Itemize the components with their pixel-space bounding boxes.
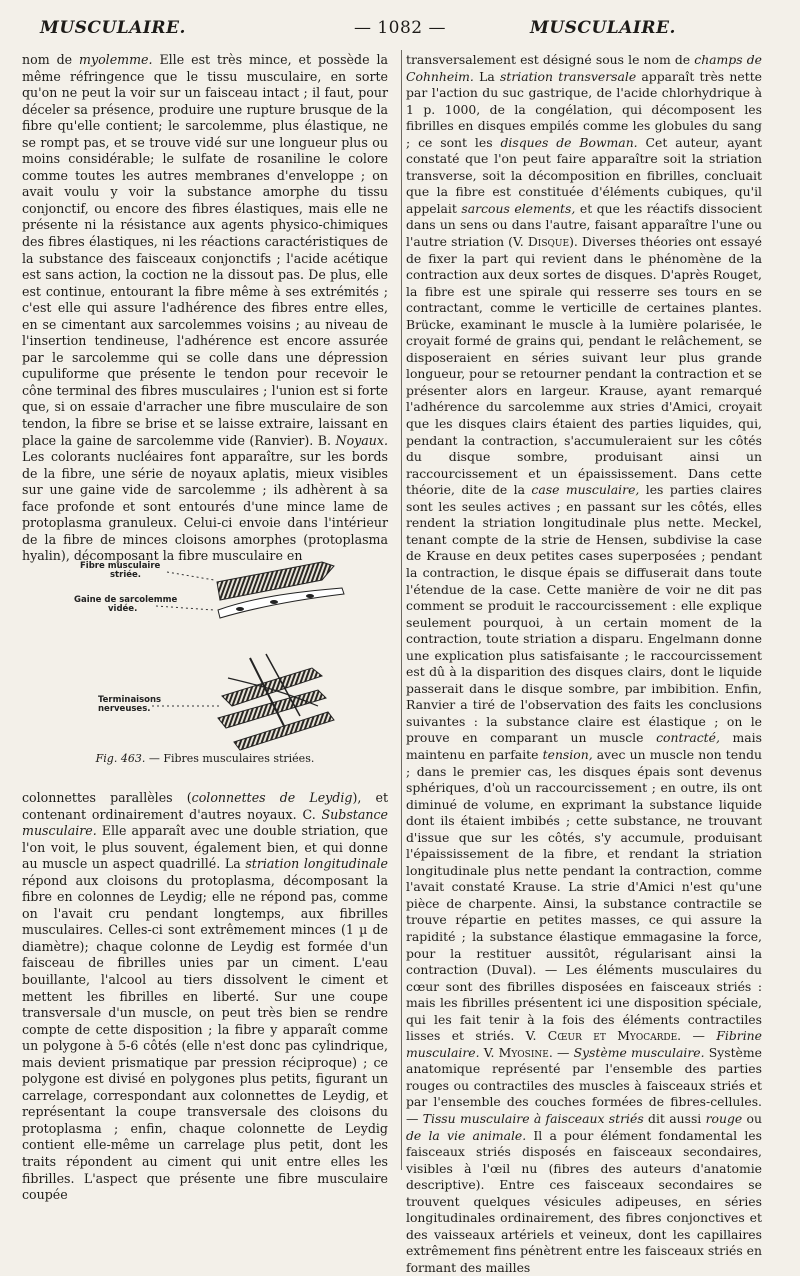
subentry-title: Fibrine musculaire. xyxy=(406,1028,762,1060)
running-head-right: MUSCULAIRE. xyxy=(530,18,676,38)
text-run: répond aux cloisons du protoplasma, décomposant la fibre en colonnes de Leydig; elle ne répond pas, comme on l'avait cru pendant longtemps, aux fibrilles musculaires. Celles-ci sont extrêmement minces (1 µ de diamètre); chaque colonne de Leydig est formée d'un faisceau de fibrilles unies par un ciment. L'eau bouillante, l'alcool au tiers dissolvent le ciment et mettent les fibrilles en liberté. Sur une coupe transversale d'un muscle, on peut très bien se rendre compte de cette disposition ; la fibre y apparaît comme un polygone à 5-6 côtés (elle n'est donc pas cylindrique, mais devient prismatique par pression réciproque) ; ce polygone est divisé en polygones plus petits, figurant un carrelage, correspondant aux colonnettes de Leydig, et représentant la coupe transversale des cloisons du protoplasma ; enfin, chaque colonnette de Leydig contient elle-même un carrelage plus petit, dont les traits répondent au ciment qui unit entre elles les fibrilles. L'aspect que présente une fibre musculaire coupée xyxy=(22,872,388,1203)
term-striation: striation longitudinale xyxy=(245,856,388,872)
paragraph xyxy=(22,790,388,1204)
page-number: — 1082 — xyxy=(353,18,447,38)
left-column-top xyxy=(22,52,388,565)
cross-reference: Cœur et Myocarde. xyxy=(547,1028,682,1044)
muscle-fiber-illustration xyxy=(22,556,388,752)
figure-463 xyxy=(22,556,388,778)
right-column xyxy=(406,52,762,1276)
column-divider xyxy=(401,50,402,1170)
cross-reference: Myosine. xyxy=(498,1044,553,1060)
paragraph xyxy=(22,52,388,565)
left-column-bottom xyxy=(22,790,388,1204)
text-run: Elle apparaît avec une double striation, que l'on voit, le plus souvent, également bien, et qui donne au muscle un aspect quadrillé. La xyxy=(22,823,388,872)
subentry-title: Tissu musculaire à faisceaux striés xyxy=(422,1111,644,1126)
text-run: Elle est très mince, et possède la même réfringence que le tissu musculaire, en sorte qu'on ne peut la voir sur un faisceau intact ; il faut, pour déceler sa présence, produire une rupture brusque de la fibre qu'elle contient; le sarcolemme, plus élastique, ne se rompt pas, et se trouve vidé sur une longueur plus ou moins considérable; le sulfate de rosaniline le colore comme toutes les autres membranes d'enveloppe ; on avait voulu y voir la substance amorphe du tissu conjonctif, ou encore des fibres élastiques, mais elle ne présente ni la résistance aux agents physico-chimiques des fibres élastiques, ni les réactions caractéristiques de la substance des faisceaux conjonctifs ; l'acide acétique est sans action, la coction ne la dissout pas. De plus, elle est continue, entourant la fibre même à ses extrémités ; c'est elle qui assure l'adhérence des fibres entre elles, en se cimentant aux sarcolemmes voisins ; au niveau de l'insertion tendineuse, l'adhérence est encore assurée par le sarcolemme qui se colle dans une dépression cupuliforme que présente le tendon pour recevoir le cône terminal des fibres musculaires ; l'union est si forte que, si on essaie d'arracher une fibre musculaire de son tendon, la fibre se brise et se laisse extraire, laissant en place la gaine de sarcolemme vide (Ranvier). B. xyxy=(22,52,389,448)
text-run: nom de xyxy=(22,52,80,67)
term-myolemme: myolemme. xyxy=(79,52,153,67)
figure-label-sheath: Gaine de sarcolemme vidée. xyxy=(74,595,178,614)
figure-caption: Fig. 463. — Fibres musculaires striées. xyxy=(95,752,315,765)
text-run: ), et contenant ordinairement d'autres noyaux. C. xyxy=(22,790,388,822)
figure-label-nerve: Terminaisons nerveuses. xyxy=(98,695,162,714)
figure-label-fiber: Fibre musculaire striée. xyxy=(80,561,161,580)
paragraph: transversalement est désigné sous le nom de champs de Cohnheim. La striation transversale apparaît très nette par l'action du suc gastrique, de l'acide chlorhydrique à 1 p. 1000, de la congélation, qui décomposent les fibrilles en disques empilés comme les globules du sang ; ce sont les disques de Bowman. Cet auteur, ayant constaté que l'on peut faire apparaître soit la striation transverse, soit la décomposition en fibrilles, concluait que la fibre est constituée d'éléments cubiques, qu'il appelait sarcous elements, et que les réactifs dissocient dans un sens ou dans l'autre, faisant apparaître l'une ou l'autre striation (V. Disque). Diverses théories ont essayé de fixer la part qui revient dans le phénomène de la contraction aux deux sortes de disques. D'après Rouget, la fibre est une spirale qui resserre ses tours en se contractant, comme le verticille de certaines plantes. Brücke, examinant le muscle à la lumière polarisée, le croyait formé de grains qui, pendant le relâchement, se disposeraient en séries suivant leur plus grande longueur, pour se retourner pendant la contraction et se présenter alors en largeur. Krause, ayant remarqué l'adhérence du sarcolemme aux stries d'Amici, croyait que les disques clairs étaient des parties liquides, qui, pendant la contraction, s'accumuleraient sur les côtés du disque sombre, produisant ainsi un raccourcissement et un épaississement. Dans cette théorie, dite de la case musculaire, les parties claires sont les seules actives ; en passant sur les côtés, elles rendent la striation longitudinale plus nette. Meckel, tenant compte de la strie de Hensen, subdivise la case de Krause en deux petites cases superposées ; pendant la contraction, le disque épais se diffuserait dans toute l'étendue de la case. Cette manière de voir ne dit pas comment se produit le raccourcissement : elle explique seulement pourquoi, à un certain moment de la contraction, toute striation a disparu. Engelmann donne une explication plus satisfaisante ; le raccourcissement est dû à la disparition des disques clairs, dont le liquide passerait dans le disque sombre, par imbibition. Enfin, Ranvier a tiré de l'observation des faits les conclusions suivantes : la substance claire est élastique ; on le prouve en comparant un muscle contracté, mais maintenu en parfaite tension, avec un muscle non tendu ; dans le premier cas, les disques épais sont devenus sphériques, d'où un raccourcissement ; en outre, ils ont diminué de volume, en exprimant la substance liquide dont ils étaient imbibés ; cette substance, ne trouvant d'issue que sur les côtés, s'y accumule, produisant l'épaississement de la fibre, et rendant la striation longitudinale plus nette pendant la contraction, comme l'avait constaté Krause. La strie d'Amici n'est qu'une pièce de charpente. Ainsi, la substance contractile se trouve répartie en petites masses, ce qui assure la rapidité ; la substance élastique emmagasine la force, pour la restituer aussitôt, régularisant ainsi la contraction (Duval). — Les éléments musculaires du cœur sont des fibrilles disposées en faisceaux striés : mais les fibrilles présentent ici une disposition spéciale, qui les fait tenir à la fois des éléments contractiles lisses et striés. V. Cœur et Myocarde. — Fibrine musculaire. V. Myosine. — Système musculaire. Système anatomique représenté par l'ensemble des parties rouges ou contractiles des muscles à faisceaux striés et par l'ensemble des couches formées de fibres-cellules. — Tissu musculaire à faisceaux striés dit aussi rouge ou de la vie animale. Il a pour élément fondamental les faisceaux striés disposés en faisceaux secondaires, visibles à l'œil nu (fibres des auteurs d'anatomie descriptive). Entre ces faisceaux secondaires se trouvent quelques vésicules adipeuses, en séries longitudinales ordinairement, des fibres conjonctives et des vaisseaux artériels et veineux, dont les capillaires extrêmement fins pénètrent entre les faisceaux striés en formant des mailles xyxy=(406,52,763,1275)
running-head-left: MUSCULAIRE. xyxy=(40,18,186,38)
cross-reference: Disque xyxy=(527,234,570,250)
text-run: Les colorants nucléaires font apparaître, sur les bords de la fibre, une série de noyaux aplatis, mieux visibles sur une gaine vide de sarcolemme ; ils adhèrent à sa face profonde et sont entourés d'une mince lame de protoplasma granuleux. Celui-ci envoie dans l'intérieur de la fibre de minces cloisons amorphes (protoplasma hyalin), décomposant la fibre musculaire en xyxy=(22,449,388,564)
page-header xyxy=(0,18,800,44)
subentry-title: Système musculaire. xyxy=(573,1044,705,1060)
text-run: colonnettes parallèles ( xyxy=(22,790,192,805)
term-noyaux: Noyaux. xyxy=(335,432,388,448)
term-colonnettes: colonnettes de Leydig xyxy=(191,790,353,805)
term-substance: Substance musculaire. xyxy=(22,806,388,839)
